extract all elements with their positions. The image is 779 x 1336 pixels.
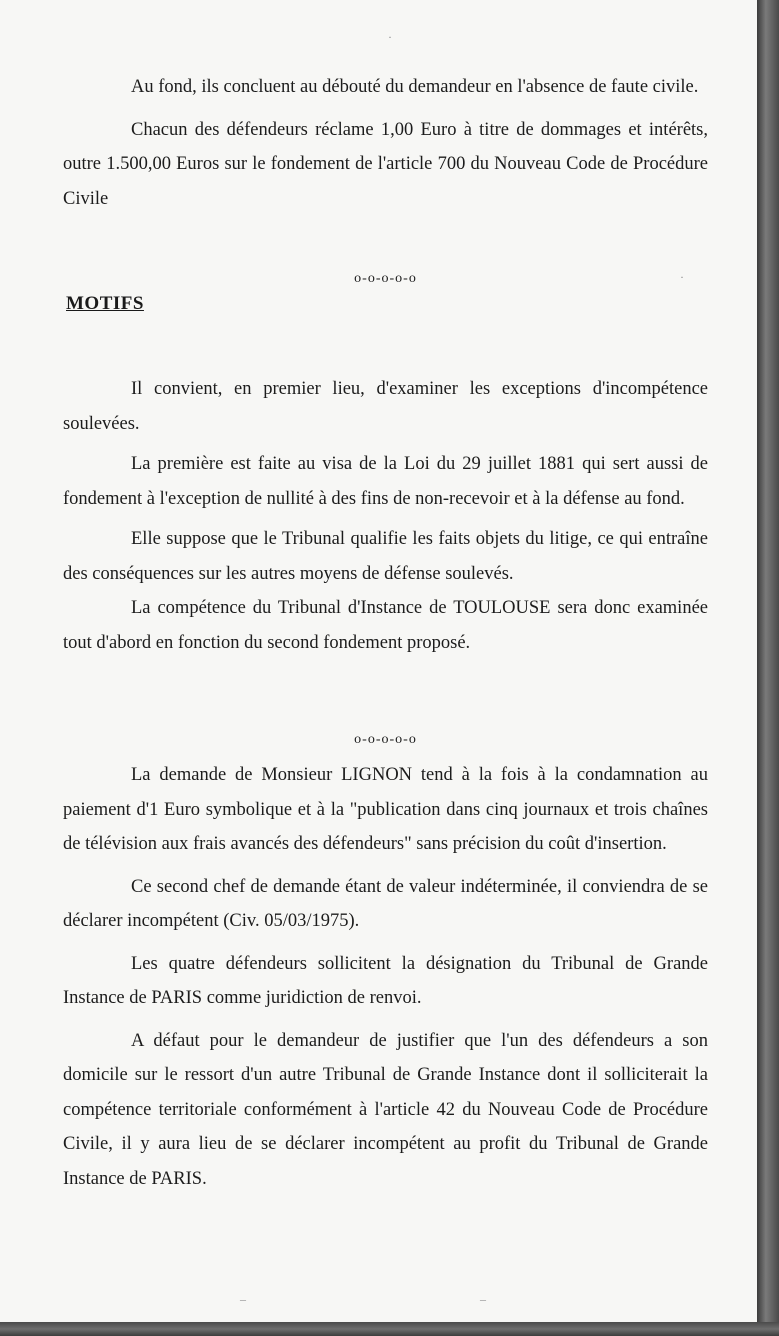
motifs-block <box>63 372 708 660</box>
paragraph-valeur-indeterminee: Ce second chef de demande étant de valeur indéterminée, il conviendra de se déclarer incompétent (Civ. 05/03/1975). <box>63 876 708 931</box>
separator-1: o-o-o-o-o <box>354 271 417 286</box>
demande-block <box>63 758 708 1196</box>
scan-edge-right <box>757 0 779 1336</box>
paragraph-demande-lignon: La demande de Monsieur LIGNON tend à la fois à la condamnation au paiement d'1 Euro symbolique et à la "publication dans cinq journaux et trois chaînes de télévision aux frais avancés des défendeurs" sans précision du coût d'insertion. <box>63 765 708 854</box>
paragraph-exceptions: Il convient, en premier lieu, d'examiner les exceptions d'incompétence soulevées. <box>63 379 708 434</box>
paragraph-competence: La compétence du Tribunal d'Instance de TOULOUSE sera donc examinée tout d'abord en fonction du second fondement proposé. <box>63 598 708 653</box>
section-heading-motifs: MOTIFS <box>66 293 144 314</box>
paragraph-dommages: Chacun des défendeurs réclame 1,00 Euro à titre de dommages et intérêts, outre 1.500,00 Euros sur le fondement de l'article 700 du Nouveau Code de Procédure Civile <box>63 119 708 209</box>
paragraph-qualification: Elle suppose que le Tribunal qualifie les faits objets du litige, ce qui entraîne des conséquences sur les autres moyens de défense soulevés. <box>63 529 708 584</box>
paragraph-designation-paris: Les quatre défendeurs sollicitent la désignation du Tribunal de Grande Instance de PARIS comme juridiction de renvoi. <box>63 953 708 1008</box>
scan-speck: – <box>480 1292 486 1306</box>
scan-edge-bottom <box>0 1322 779 1336</box>
scan-speck: · <box>680 270 684 284</box>
intro-block <box>63 70 708 216</box>
scan-speck: – <box>240 1292 246 1306</box>
scan-speck: · <box>388 30 392 44</box>
separator-2: o-o-o-o-o <box>354 732 417 747</box>
paragraph-incompetence: A défaut pour le demandeur de justifier que l'un des défendeurs a son domicile sur le ressort d'un autre Tribunal de Grande Instance dont il solliciterait la compétence territoriale conformément à l'article 42 du Nouveau Code de Procédure Civile, il y aura lieu de se déclarer incompétent au profit du Tribunal de Grande Instance de PARIS. <box>63 1030 708 1189</box>
paragraph-loi-1881: La première est faite au visa de la Loi du 29 juillet 1881 qui sert aussi de fondement à l'exception de nullité à des fins de non-recevoir et à la défense au fond. <box>63 454 708 509</box>
separator-block-1 <box>63 262 708 297</box>
separator-block-2 <box>63 723 708 758</box>
paragraph-au-fond: Au fond, ils concluent au débouté du demandeur en l'absence de faute civile. <box>131 77 699 97</box>
